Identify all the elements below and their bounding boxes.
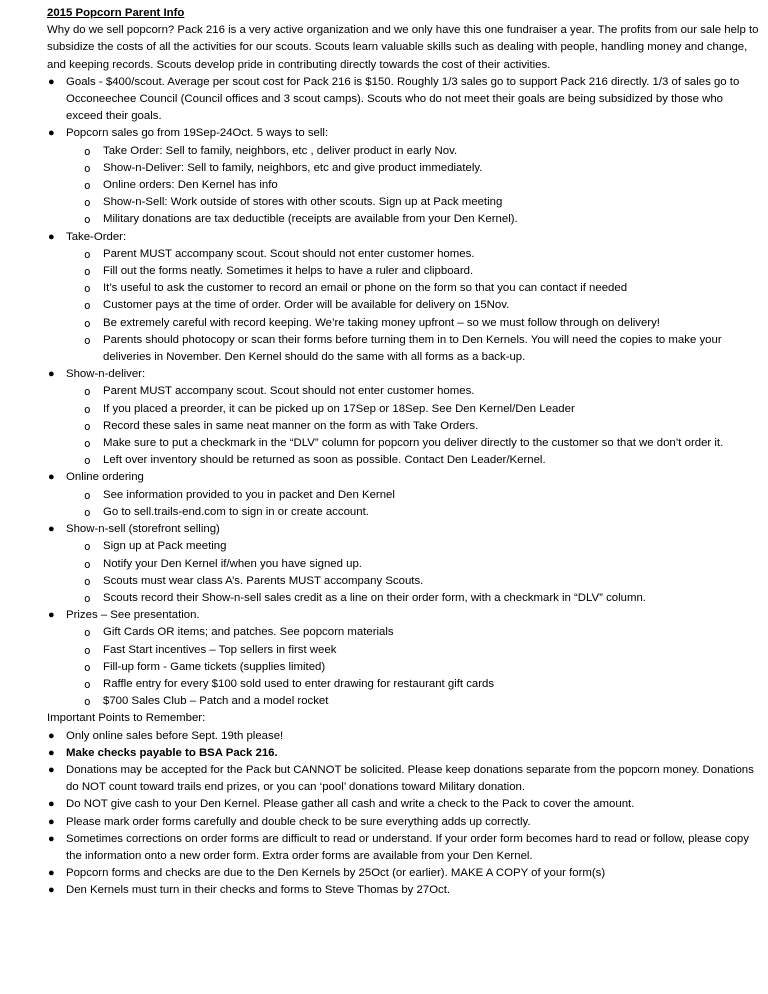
sub-bullet-icon: o xyxy=(84,695,91,709)
bullet-text: Online ordering xyxy=(66,471,144,484)
sub-bullet-text: Parent MUST accompany scout. Scout should not enter customer homes. xyxy=(103,385,475,398)
section-list xyxy=(47,74,759,711)
sub-bullet-text: Customer pays at the time of order. Order will be available for delivery on 15Nov. xyxy=(103,299,510,312)
sub-bullet-icon: o xyxy=(84,557,91,571)
sub-bullet-icon: o xyxy=(84,265,91,279)
sub-bullet-item xyxy=(84,538,759,555)
sub-bullet-icon: o xyxy=(84,385,91,399)
sub-bullet-item xyxy=(84,315,759,332)
sub-bullet-icon: o xyxy=(84,316,91,330)
sub-bullet-icon: o xyxy=(84,333,91,347)
sub-bullet-text: Parents should photocopy or scan their forms before turning them in to Den Kernels. You will need the copies to make your deliveries in November. Den Kernel should do the same with all forms as a back-up. xyxy=(103,333,722,364)
sub-bullet-text: Show-n-Sell: Work outside of stores with other scouts. Sign up at Pack meeting xyxy=(103,196,503,209)
bullet-icon: ● xyxy=(48,368,55,381)
bullet-icon: ● xyxy=(48,609,55,622)
important-text: Please mark order forms carefully and double check to be sure everything adds up correctly. xyxy=(66,815,531,828)
bullet-item xyxy=(47,521,759,607)
sub-bullet-list xyxy=(84,624,759,710)
sub-bullet-text: Fill-up form - Game tickets (supplies limited) xyxy=(103,660,326,673)
sub-bullet-list xyxy=(84,246,759,366)
sub-bullet-text: Military donations are tax deductible (receipts are available from your Den Kernel). xyxy=(103,213,518,226)
sub-bullet-icon: o xyxy=(84,437,91,451)
sub-bullet-text: $700 Sales Club – Patch and a model rocket xyxy=(103,695,329,708)
important-text: Donations may be accepted for the Pack but CANNOT be solicited. Please keep donations separate from the popcorn money. Donations do NOT count toward trails end prizes, or you can ‘pool’ donations toward Military donation. xyxy=(66,763,754,794)
sub-bullet-text: Notify your Den Kernel if/when you have signed up. xyxy=(103,557,362,570)
sub-bullet-text: Record these sales in same neat manner on the form as with Take Orders. xyxy=(103,419,479,432)
sub-bullet-item xyxy=(84,573,759,590)
sub-bullet-item xyxy=(84,693,759,710)
bullet-icon: ● xyxy=(48,127,55,140)
sub-bullet-text: Gift Cards OR items; and patches. See popcorn materials xyxy=(103,626,394,639)
sub-bullet-item xyxy=(84,676,759,693)
important-text: Make checks payable to BSA Pack 216. xyxy=(66,746,278,759)
sub-bullet-item xyxy=(84,263,759,280)
sub-bullet-item xyxy=(84,194,759,211)
sub-bullet-item xyxy=(84,160,759,177)
sub-bullet-icon: o xyxy=(84,419,91,433)
bullet-text: Popcorn sales go from 19Sep-24Oct. 5 ways to sell: xyxy=(66,127,329,140)
bullet-icon: ● xyxy=(48,746,55,759)
sub-bullet-icon: o xyxy=(84,179,91,193)
important-text: Den Kernels must turn in their checks and forms to Steve Thomas by 27Oct. xyxy=(66,884,451,897)
bullet-text: Show-n-deliver: xyxy=(66,368,146,381)
sub-bullet-item xyxy=(84,211,759,228)
sub-bullet-icon: o xyxy=(84,540,91,554)
sub-bullet-icon: o xyxy=(84,196,91,210)
sub-bullet-item xyxy=(84,556,759,573)
sub-bullet-item xyxy=(84,297,759,314)
bullet-item xyxy=(47,125,759,228)
bullet-icon: ● xyxy=(48,815,55,828)
important-item xyxy=(47,762,759,796)
bullet-icon: ● xyxy=(48,471,55,484)
important-text: Sometimes corrections on order forms are difficult to read or understand. If your order form becomes hard to read or follow, please copy the information onto a new order form. Extra order forms are available from your Den Kernel. xyxy=(66,832,749,862)
sub-bullet-item xyxy=(84,452,759,469)
sub-bullet-text: Be extremely careful with record keeping. We’re taking money upfront – so we must follow through on delivery! xyxy=(103,316,660,329)
sub-bullet-icon: o xyxy=(84,660,91,674)
sub-bullet-text: Raffle entry for every $100 sold used to enter drawing for restaurant gift cards xyxy=(103,677,495,690)
important-item xyxy=(47,745,759,762)
bullet-icon: ● xyxy=(48,729,55,742)
sub-bullet-text: Fill out the forms neatly. Sometimes it helps to have a ruler and clipboard. xyxy=(103,265,474,278)
sub-bullet-item xyxy=(84,418,759,435)
sub-bullet-item xyxy=(84,435,759,452)
sub-bullet-text: See information provided to you in packet and Den Kernel xyxy=(103,488,395,501)
bullet-item xyxy=(47,229,759,367)
bullet-icon: ● xyxy=(48,884,55,897)
sub-bullet-icon: o xyxy=(84,144,91,158)
bullet-item xyxy=(47,74,759,126)
bullet-icon: ● xyxy=(48,832,55,845)
sub-bullet-icon: o xyxy=(84,505,91,519)
sub-bullet-item xyxy=(84,659,759,676)
sub-bullet-text: It’s useful to ask the customer to record an email or phone on the form so that you can contact if needed xyxy=(103,282,628,295)
bullet-icon: ● xyxy=(48,763,55,776)
sub-bullet-icon: o xyxy=(84,299,91,313)
sub-bullet-icon: o xyxy=(84,247,91,261)
sub-bullet-item xyxy=(84,504,759,521)
sub-bullet-text: Make sure to put a checkmark in the “DLV” column for popcorn you deliver directly to the customer so that we don’t order it. xyxy=(103,437,724,450)
sub-bullet-item xyxy=(84,590,759,607)
bullet-item xyxy=(47,607,759,710)
sub-bullet-list xyxy=(84,383,759,469)
sub-bullet-text: Take Order: Sell to family, neighbors, etc , deliver product in early Nov. xyxy=(103,144,458,157)
sub-bullet-text: Scouts record their Show-n-sell sales credit as a line on their order form, with a checkmark in “DLV” column. xyxy=(103,591,646,604)
sub-bullet-item xyxy=(84,177,759,194)
sub-bullet-icon: o xyxy=(84,488,91,502)
sub-bullet-list xyxy=(84,538,759,607)
sub-bullet-item xyxy=(84,624,759,641)
sub-bullet-icon: o xyxy=(84,454,91,468)
sub-bullet-item xyxy=(84,332,759,366)
intro-paragraph: Why do we sell popcorn? Pack 216 is a very active organization and we only have this one fundraiser a year. The profits from our sale help to subsidize the costs of all the activities for our scouts. Scouts learn valuable skills such as dealing with people, handling money and change, and keeping records. Scouts develop pride in contributing directly towards the cost of their activities. xyxy=(47,24,759,71)
sub-bullet-item xyxy=(84,487,759,504)
bullet-icon: ● xyxy=(48,230,55,243)
bullet-icon: ● xyxy=(48,75,55,88)
bullet-icon: ● xyxy=(48,798,55,811)
bullet-item xyxy=(47,366,759,469)
bullet-icon: ● xyxy=(48,523,55,536)
sub-bullet-list xyxy=(84,487,759,521)
document-title: 2015 Popcorn Parent Info xyxy=(47,7,185,19)
bullet-text: Goals - $400/scout. Average per scout cost for Pack 216 is $150. Roughly 1/3 sales go to support Pack 216 directly. 1/3 of sales go to Occoneechee Council (Council offices and 3 scout camps). Scouts who do not meet their goals are being subsidized by those who exceed their goals. xyxy=(66,75,740,123)
sub-bullet-item xyxy=(84,383,759,400)
sub-bullet-text: Go to sell.trails-end.com to sign in or create account. xyxy=(103,505,369,518)
important-heading: Important Points to Remember: xyxy=(47,712,206,725)
sub-bullet-text: Sign up at Pack meeting xyxy=(103,540,227,553)
sub-bullet-item xyxy=(84,143,759,160)
important-list xyxy=(47,728,759,900)
sub-bullet-text: Show-n-Deliver: Sell to family, neighbors, etc and give product immediately. xyxy=(103,161,483,174)
sub-bullet-text: If you placed a preorder, it can be picked up on 17Sep or 18Sep. See Den Kernel/Den Leader xyxy=(103,402,575,415)
sub-bullet-icon: o xyxy=(84,643,91,657)
sub-bullet-item xyxy=(84,280,759,297)
sub-bullet-list xyxy=(84,143,759,229)
important-item xyxy=(47,814,759,831)
bullet-text: Prizes – See presentation. xyxy=(66,609,200,622)
sub-bullet-text: Online orders: Den Kernel has info xyxy=(103,179,278,192)
important-text: Only online sales before Sept. 19th please! xyxy=(66,729,284,742)
sub-bullet-icon: o xyxy=(84,626,91,640)
bullet-text: Take-Order: xyxy=(66,230,127,243)
sub-bullet-icon: o xyxy=(84,213,91,227)
important-item xyxy=(47,831,759,865)
sub-bullet-text: Fast Start incentives – Top sellers in first week xyxy=(103,643,337,656)
sub-bullet-item xyxy=(84,246,759,263)
sub-bullet-text: Parent MUST accompany scout. Scout should not enter customer homes. xyxy=(103,247,475,260)
sub-bullet-text: Left over inventory should be returned as soon as possible. Contact Den Leader/Kernel. xyxy=(103,454,546,467)
bullet-text: Show-n-sell (storefront selling) xyxy=(66,523,220,536)
sub-bullet-item xyxy=(84,642,759,659)
important-text: Do NOT give cash to your Den Kernel. Please gather all cash and write a check to the Pack to cover the amount. xyxy=(66,798,635,811)
important-text: Popcorn forms and checks are due to the Den Kernels by 25Oct (or earlier). MAKE A COPY of your form(s) xyxy=(66,867,606,880)
sub-bullet-icon: o xyxy=(84,402,91,416)
sub-bullet-icon: o xyxy=(84,591,91,605)
sub-bullet-item xyxy=(84,401,759,418)
important-item xyxy=(47,796,759,813)
bullet-item xyxy=(47,469,759,521)
important-item xyxy=(47,728,759,745)
sub-bullet-icon: o xyxy=(84,574,91,588)
important-item xyxy=(47,865,759,882)
document xyxy=(47,5,759,900)
sub-bullet-icon: o xyxy=(84,677,91,691)
sub-bullet-icon: o xyxy=(84,282,91,296)
bullet-icon: ● xyxy=(48,867,55,880)
sub-bullet-text: Scouts must wear class A’s. Parents MUST accompany Scouts. xyxy=(103,574,424,587)
important-item xyxy=(47,882,759,899)
sub-bullet-icon: o xyxy=(84,161,91,175)
